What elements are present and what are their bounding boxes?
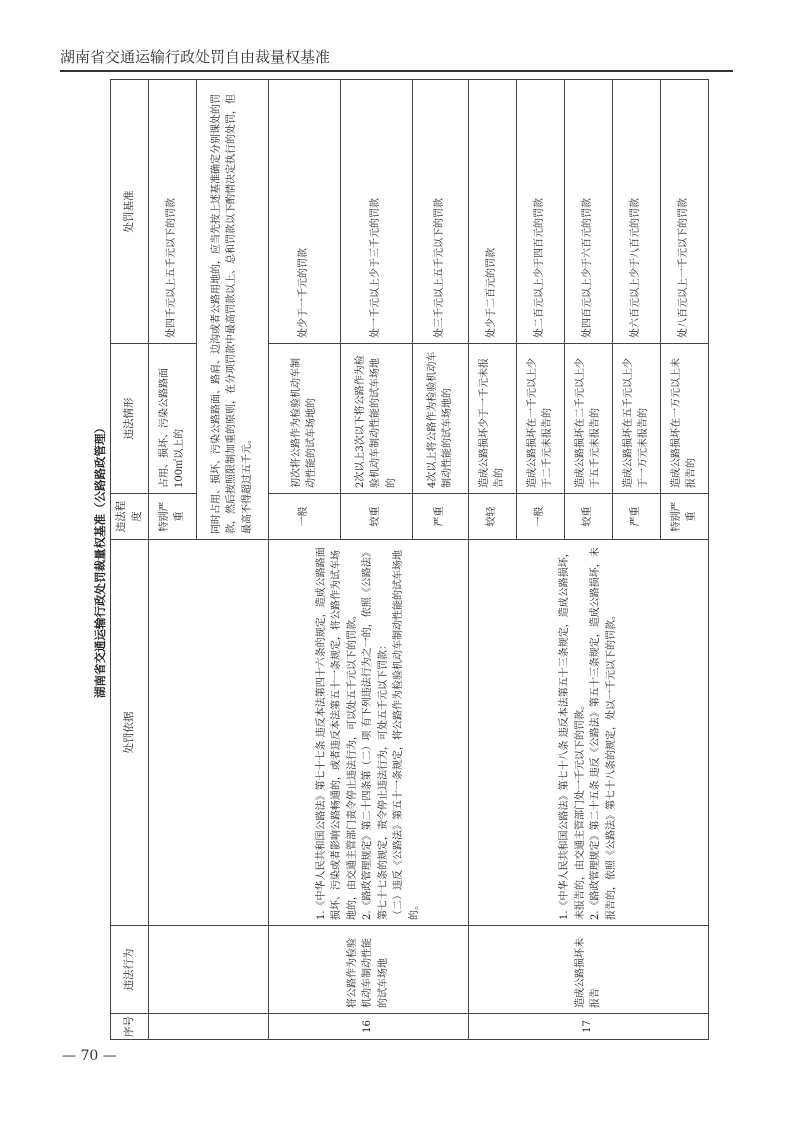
situation-cell: 造成公路损坏在二千元以上少于五千元未报告的	[564, 344, 612, 494]
degree-cell: 较重	[564, 494, 612, 540]
degree-cell: 特别严重	[148, 494, 196, 540]
standard-cell: 处六百元以上少于八百元的罚款	[612, 80, 660, 344]
degree-cell: 严重	[612, 494, 660, 540]
page-number: — 70 —	[62, 1048, 117, 1064]
basis-paragraph: （二）违反《公路法》第五十一条规定，将公路作为检验机动车制动性能的试车场地的。	[393, 550, 420, 920]
table-row	[148, 80, 196, 1040]
standard-cell: 处少于二百元的罚款	[468, 80, 516, 344]
basis-cell	[468, 540, 708, 926]
col-header: 序号	[111, 1014, 149, 1040]
table-row	[268, 80, 340, 1040]
basis-cell	[268, 540, 468, 926]
standard-cell: 处二百元以上少于四百元的罚款	[516, 80, 564, 344]
basis-paragraph: 1.《中华人民共和国公路法》第七十七条 违反本法第四十六条的规定，造成公路路面损坏、污染或者影响公路畅通的，或者违反本法第五十一条规定，将公路作为试车场地的，由交通主管部门责令停止违法行为，可以处五千元以下的罚款。	[315, 547, 358, 920]
act-cell: 将公路作为检验机动车制动性能的试车场地	[268, 926, 468, 1014]
degree-cell: 较重	[340, 494, 412, 540]
situation-cell: 造成公路损坏在五千元以上少于一万元未报告的	[612, 344, 660, 494]
col-header: 违法情形	[111, 344, 149, 494]
degree-cell: 严重	[412, 494, 468, 540]
situation-cell: 2次以上3次以下将公路作为检验机动车制动性能的试车场地的	[340, 344, 412, 494]
standard-cell: 处四千元以上五千元以下的罚款	[148, 80, 196, 344]
situation-cell: 造成公路损坏在一万元以上未报告的	[660, 344, 708, 494]
basis-paragraph: 2.《路政管理规定》第二十五条 违反《公路法》第五十三条规定，造成公路损坏，未报告的，依照《公路法》第七十八条的规定，处以一千元以下的罚款。	[590, 547, 617, 920]
rotated-table-block	[90, 80, 720, 1040]
penalty-table	[110, 79, 709, 1040]
row-number: 17	[468, 1014, 708, 1040]
basis-paragraph: 1.《中华人民共和国公路法》第七十八条 违反本法第五十三条规定，造成公路损坏，未报告的，由交通主管部门处一千元以下的罚款。	[559, 547, 586, 920]
standard-cell: 处少于一千元的罚款	[268, 80, 340, 344]
col-header: 处罚依据	[111, 540, 149, 926]
act-cell: 造成公路损坏未报告	[468, 926, 708, 1014]
situation-cell: 4次以上将公路作为检验机动车制动性能的试车场地的	[412, 344, 468, 494]
standard-cell: 处四百元以上少于六百元的罚款	[564, 80, 612, 344]
basis-paragraph: 2.《路政管理规定》第二十四条第（二）项 有下列违法行为之一的，依照《公路法》第七十七条的规定，责令停止违法行为，可处五千元以下罚款：	[362, 547, 389, 920]
table-caption: 湖南省交通运输行政处罚裁量权基准（公路路政管理）	[93, 422, 107, 698]
col-header: 处罚基准	[111, 80, 149, 344]
situation-cell: 初次将公路作为检验机动车制动性能的试车场地的	[268, 344, 340, 494]
degree-cell: 一般	[516, 494, 564, 540]
situation-cell: 造成公路损坏在一千元以上少于二千元未报告的	[516, 344, 564, 494]
table-header-row	[111, 80, 149, 1040]
degree-cell: 一般	[268, 494, 340, 540]
running-header: 湖南省交通运输行政处罚自由裁量权基准	[60, 48, 331, 66]
row-number: 16	[268, 1014, 468, 1040]
standard-cell: 处三千元以上五千元以下的罚款	[412, 80, 468, 344]
header-rule	[60, 70, 733, 72]
standard-cell: 处八百元以上一千元以下的罚款	[660, 80, 708, 344]
note-cell: 同时占用、损坏、污染公路路面、路肩、边沟或者公路用地的，应当先按上述基准确定分别课处的罚款，然后按照限制加重的原则，在分项罚款中最高罚款以上、总和罚款以下酌情决定执行的处罚，但最高不得超过五千元。	[196, 80, 268, 540]
degree-cell: 较轻	[468, 494, 516, 540]
col-header: 违法行为	[111, 926, 149, 1014]
situation-cell: 造成公路损坏少于一千元未报告的	[468, 344, 516, 494]
col-header: 违法程度	[111, 494, 149, 540]
situation-cell: 占用、损坏、污染公路路面100㎡以上的	[148, 344, 196, 494]
table-row	[468, 80, 516, 1040]
standard-cell: 处一千元以上少于三千元的罚款	[340, 80, 412, 344]
degree-cell: 特别严重	[660, 494, 708, 540]
